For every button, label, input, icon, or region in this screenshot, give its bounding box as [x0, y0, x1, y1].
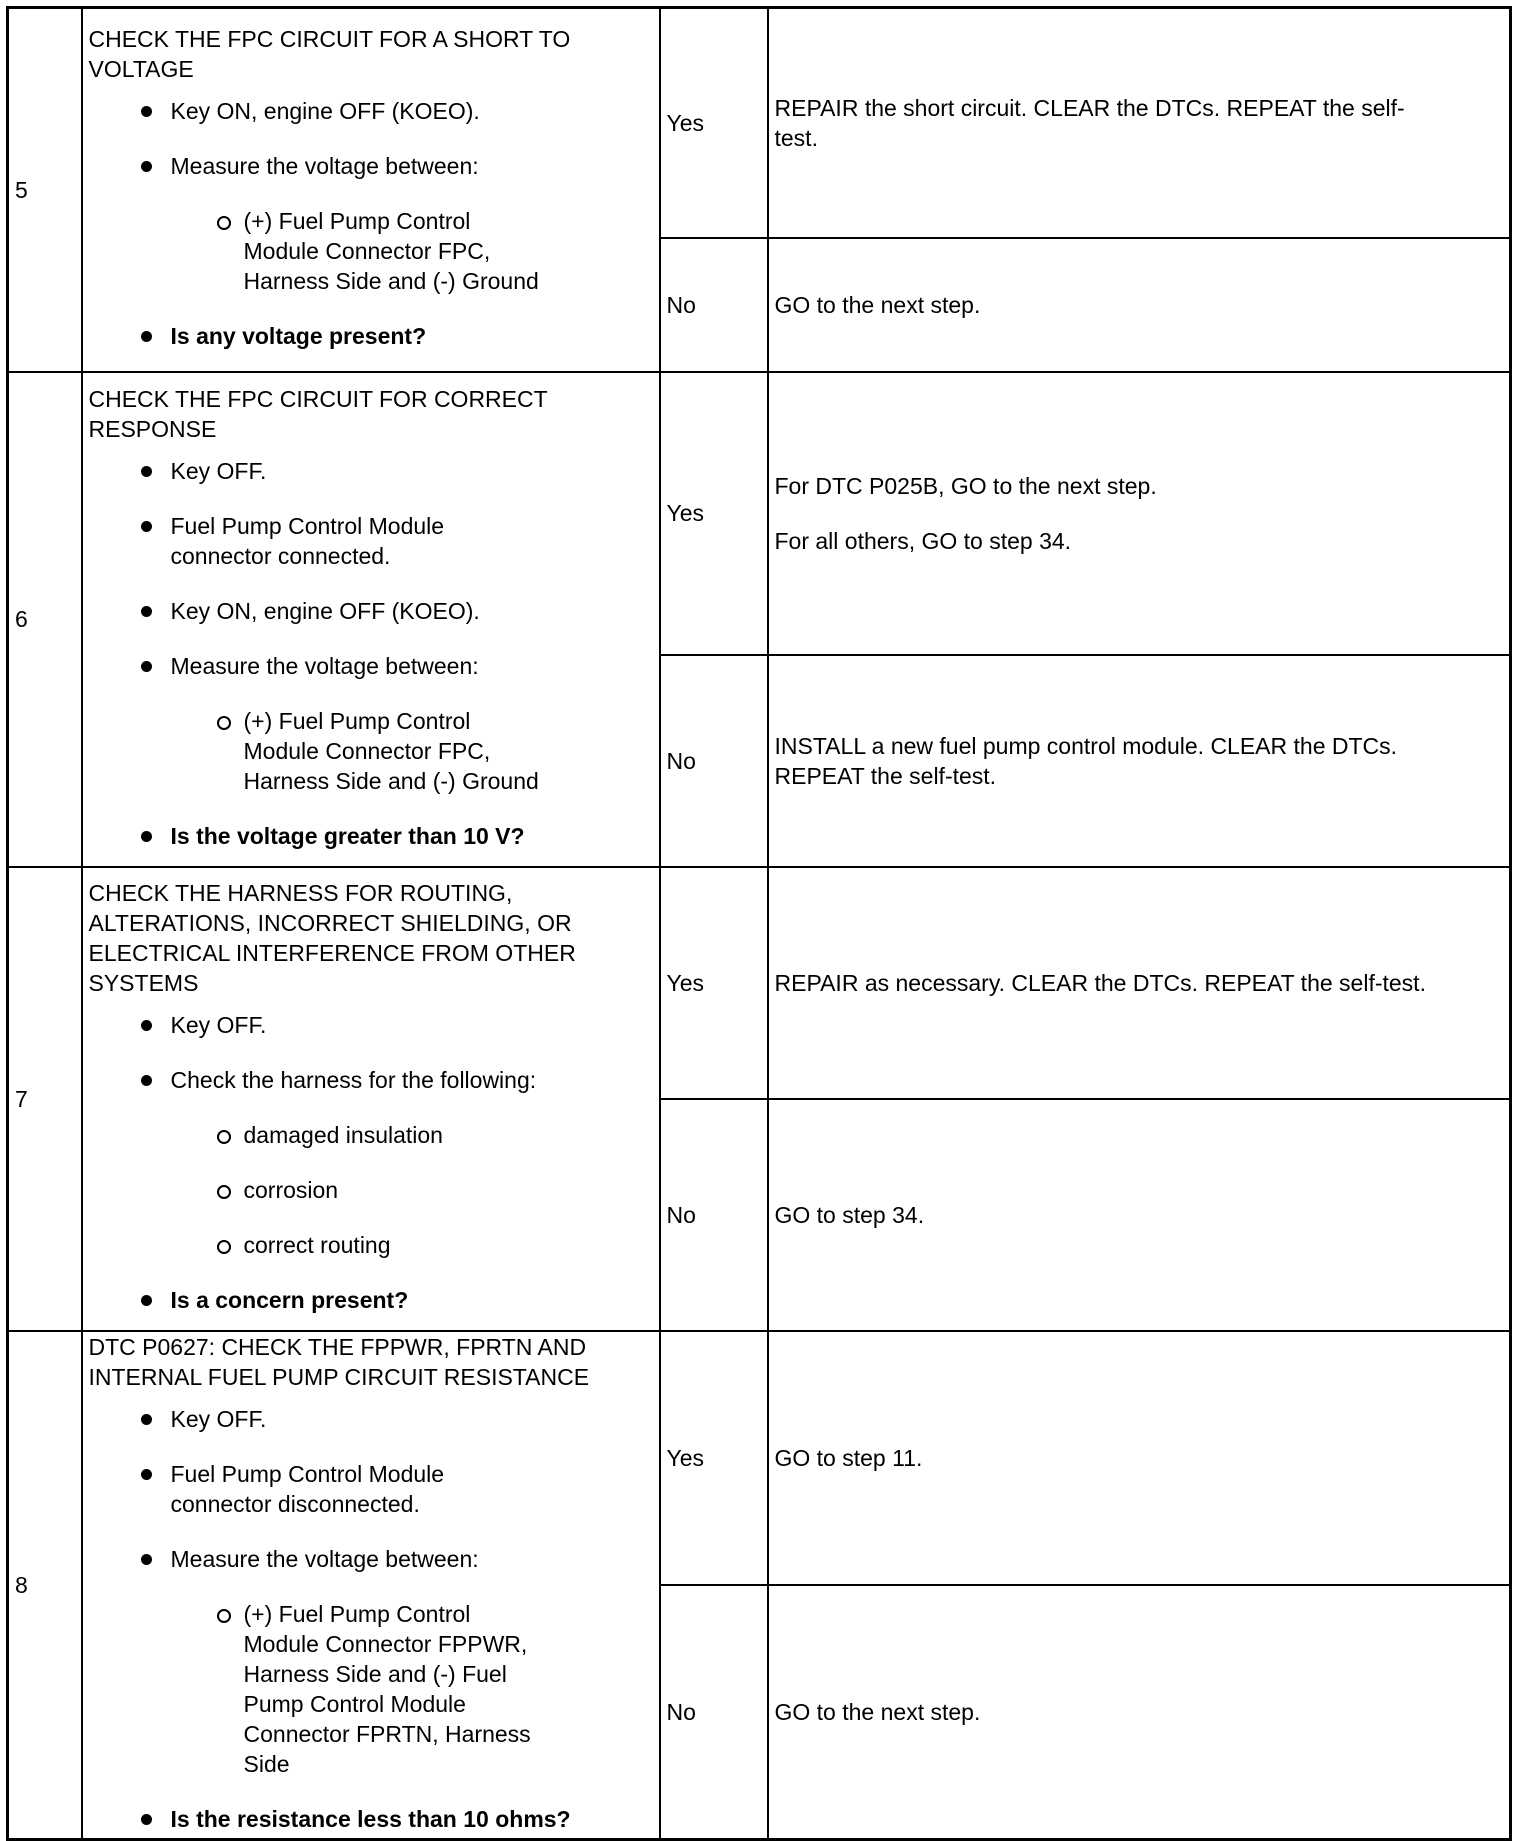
sub-item: (+) Fuel Pump Control Module Connector FPPWR, Harness Side and (-) Fuel Pump Control Module Connector FPRTN, Harness Side	[169, 1599, 549, 1779]
action-item: Fuel Pump Control Module connector connected.	[89, 511, 541, 571]
answer-yes: Yes	[660, 8, 768, 238]
step-condition	[82, 867, 660, 1331]
sub-item: correct routing	[169, 1230, 653, 1260]
step-title: DTC P0627: CHECK THE FPPWR, FPRTN AND INTERNAL FUEL PUMP CIRCUIT RESISTANCE	[88, 1333, 590, 1390]
step-question: Is the resistance less than 10 ohms?	[89, 1804, 653, 1834]
step-question: Is the voltage greater than 10 V?	[89, 821, 653, 851]
step-row-yes	[8, 1331, 1511, 1585]
answer-no: No	[660, 1099, 768, 1331]
action-item: Key ON, engine OFF (KOEO).	[89, 596, 653, 626]
step-title: CHECK THE HARNESS FOR ROUTING, ALTERATIONS, INCORRECT SHIELDING, OR ELECTRICAL INTERFERENCE FROM OTHER SYSTEMS	[88, 880, 576, 996]
action-no: GO to the next step.	[768, 1585, 1511, 1839]
action-yes: GO to step 11.	[768, 1331, 1511, 1585]
step-row-yes	[8, 372, 1511, 655]
step-condition	[82, 372, 660, 867]
action-yes: REPAIR as necessary. CLEAR the DTCs. REPEAT the self-test.	[768, 867, 1511, 1099]
answer-no: No	[660, 1585, 768, 1839]
step-number: 8	[8, 1331, 82, 1840]
step-condition	[82, 1331, 660, 1840]
action-item: Measure the voltage between: (+) Fuel Pump Control Module Connector FPPWR, Harness Side and (-) Fuel Pump Control Module Connector FPRTN, Harness Side	[89, 1544, 653, 1779]
action-no: GO to step 34.	[768, 1099, 1511, 1331]
step-row-yes	[8, 8, 1511, 238]
step-question: Is any voltage present?	[89, 321, 653, 351]
action-item: Check the harness for the following: damaged insulation corrosion correct routing	[89, 1065, 653, 1260]
sub-item: (+) Fuel Pump Control Module Connector FPC, Harness Side and (-) Ground	[169, 706, 544, 796]
action-item: Key OFF.	[89, 1404, 653, 1434]
action-item: Fuel Pump Control Module connector disconnected.	[89, 1459, 541, 1519]
action-item: Measure the voltage between: (+) Fuel Pump Control Module Connector FPC, Harness Side and (-) Ground	[89, 651, 653, 796]
step-condition	[82, 8, 660, 372]
action-item: Key OFF.	[89, 456, 653, 486]
action-item: Key ON, engine OFF (KOEO).	[89, 96, 653, 126]
action-item: Measure the voltage between: (+) Fuel Pump Control Module Connector FPC, Harness Side and (-) Ground	[89, 151, 653, 296]
answer-yes: Yes	[660, 372, 768, 655]
answer-yes: Yes	[660, 867, 768, 1099]
sub-item: damaged insulation	[169, 1120, 653, 1150]
step-title: CHECK THE FPC CIRCUIT FOR CORRECT RESPONSE	[88, 385, 548, 442]
step-number: 7	[8, 867, 82, 1331]
action-item: Key OFF.	[89, 1010, 653, 1040]
answer-yes: Yes	[660, 1331, 768, 1585]
action-no: GO to the next step.	[768, 238, 1511, 372]
step-number: 5	[8, 8, 82, 372]
action-yes: For DTC P025B, GO to the next step. For all others, GO to step 34.	[768, 372, 1511, 655]
sub-item: corrosion	[169, 1175, 653, 1205]
step-row-yes	[8, 867, 1511, 1099]
sub-item: (+) Fuel Pump Control Module Connector FPC, Harness Side and (-) Ground	[169, 206, 544, 296]
answer-no: No	[660, 238, 768, 372]
answer-no: No	[660, 655, 768, 867]
action-yes: REPAIR the short circuit. CLEAR the DTCs. REPEAT the self-test.	[768, 8, 1511, 238]
action-no: INSTALL a new fuel pump control module. CLEAR the DTCs. REPEAT the self-test.	[768, 655, 1511, 867]
step-number: 6	[8, 372, 82, 867]
step-question: Is a concern present?	[89, 1285, 653, 1315]
step-title: CHECK THE FPC CIRCUIT FOR A SHORT TO VOLTAGE	[88, 26, 571, 83]
diagnostic-steps-table	[6, 6, 1512, 1841]
